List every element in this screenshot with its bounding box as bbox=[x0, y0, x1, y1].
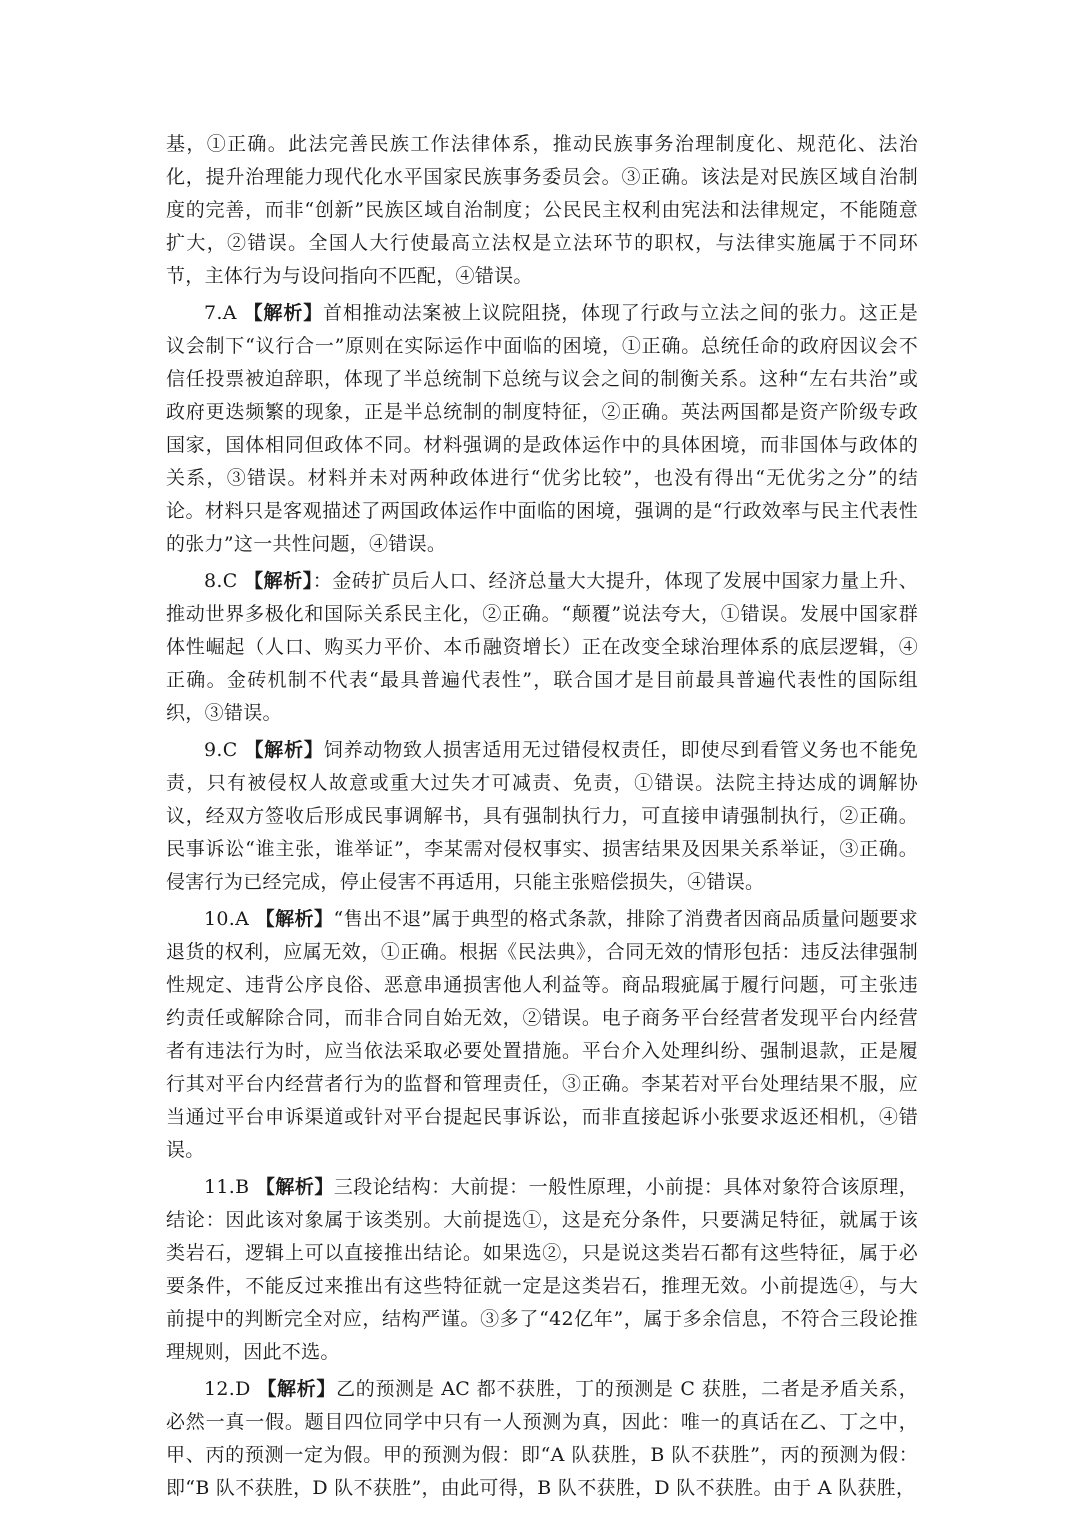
answer-9 bbox=[166, 734, 918, 899]
question-number: 9.C bbox=[204, 739, 245, 761]
answer-10 bbox=[166, 903, 918, 1167]
analysis-tag: 【解析】 bbox=[243, 302, 324, 324]
answer-11 bbox=[166, 1171, 918, 1369]
answer-12 bbox=[166, 1373, 918, 1505]
paragraph-continuation bbox=[166, 128, 918, 293]
question-number: 11.B bbox=[204, 1176, 256, 1198]
answer-8 bbox=[166, 565, 918, 730]
analysis-tag: 【解析】 bbox=[255, 1176, 334, 1198]
analysis-tag: 【解析】 bbox=[255, 908, 334, 930]
question-number: 8.C bbox=[204, 570, 245, 592]
paragraph-text: 乙的预测是 AC 都不获胜，丁的预测是 C 获胜，二者是矛盾关系，必然一真一假。题目四位同学中只有一人预测为真，因此：唯一的真话在乙、丁之中，甲、丙的预测一定为假。甲的预测为假：即“A 队获胜，B 队不获胜”，丙的预测为假：即“B 队不获胜，D 队不获胜”，由此可得，B 队不获胜，D 队不获胜。由于 A 队获胜， bbox=[166, 1378, 919, 1499]
paragraph-text: 首相推动法案被上议院阻挠，体现了行政与立法之间的张力。这正是议会制下“议行合一”原则在实际运作中面临的困境，①正确。总统任命的政府因议会不信任投票被迫辞职，体现了半总统制下总统与议会之间的制衡关系。这种“左右共治”或政府更迭频繁的现象，正是半总统制的制度特征，②正确。英法两国都是资产阶级专政国家，国体相同但政体不同。材料强调的是政体运作中的具体困境，而非国体与政体的关系，③错误。材料并未对两种政体进行“优劣比较”，也没有得出“无优劣之分”的结论。材料只是客观描述了两国政体运作中面临的困境，强调的是“行政效率与民主代表性的张力”这一共性问题，④错误。 bbox=[166, 302, 918, 555]
paragraph-text: ：金砖扩员后人口、经济总量大大提升，体现了发展中国家力量上升、推动世界多极化和国际关系民主化，②正确。“颠覆”说法夸大，①错误。发展中国家群体性崛起（人口、购买力平价、本币融资增长）正在改变全球治理体系的底层逻辑，④正确。金砖机制不代表“最具普遍代表性”，联合国才是目前最具普遍代表性的国际组织，③错误。 bbox=[166, 570, 918, 724]
question-number: 12.D bbox=[204, 1378, 258, 1400]
analysis-tag: 【解析】 bbox=[244, 570, 313, 592]
analysis-tag: 【解析】 bbox=[244, 739, 324, 761]
analysis-tag: 【解析】 bbox=[257, 1378, 337, 1400]
answer-explanations bbox=[166, 128, 918, 1509]
answer-7 bbox=[166, 297, 918, 561]
paragraph-text: 饲养动物致人损害适用无过错侵权责任，即使尽到看管义务也不能免责，只有被侵权人故意或重大过失才可减责、免责，①错误。法院主持达成的调解协议，经双方签收后形成民事调解书，具有强制执行力，可直接申请强制执行，②正确。民事诉讼“谁主张，谁举证”，李某需对侵权事实、损害结果及因果关系举证，③正确。侵害行为已经完成，停止侵害不再适用，只能主张赔偿损失，④错误。 bbox=[166, 739, 918, 893]
paragraph-text: “售出不退”属于典型的格式条款，排除了消费者因商品质量问题要求退货的权利，应属无效，①正确。根据《民法典》，合同无效的情形包括：违反法律强制性规定、违背公序良俗、恶意串通损害他人利益等。商品瑕疵属于履行问题，可主张违约责任或解除合同，而非合同自始无效，②错误。电子商务平台经营者发现平台内经营者有违法行为时，应当依法采取必要处置措施。平台介入处理纠纷、强制退款，正是履行其对平台内经营者行为的监督和管理责任，③正确。李某若对平台处理结果不服，应当通过平台申诉渠道或针对平台提起民事诉讼，而非直接起诉小张要求返还相机，④错误。 bbox=[166, 908, 918, 1161]
paragraph-text: 基，①正确。此法完善民族工作法律体系，推动民族事务治理制度化、规范化、法治化，提升治理能力现代化水平国家民族事务委员会。③正确。该法是对民族区域自治制度的完善，而非“创新”民族区域自治制度；公民民主权利由宪法和法律规定，不能随意扩大，②错误。全国人大行使最高立法权是立法环节的职权，与法律实施属于不同环节，主体行为与设问指向不匹配，④错误。 bbox=[166, 133, 918, 287]
question-number: 10.A bbox=[204, 908, 256, 930]
paragraph-text: 三段论结构：大前提：一般性原理，小前提：具体对象符合该原理， 结论：因此该对象属于该类别。大前提选①，这是充分条件，只要满足特征，就属于该类岩石，逻辑上可以直接推出结论。如果选②，只是说这类岩石都有这些特征，属于必要条件，不能反过来推出有这些特征就一定是这类岩石，推理无效。小前提选④，与大前提中的判断完全对应，结构严谨。③多了“42亿年”，属于多余信息，不符合三段论推理规则，因此不选。 bbox=[166, 1176, 919, 1363]
question-number: 7.A bbox=[204, 302, 244, 324]
